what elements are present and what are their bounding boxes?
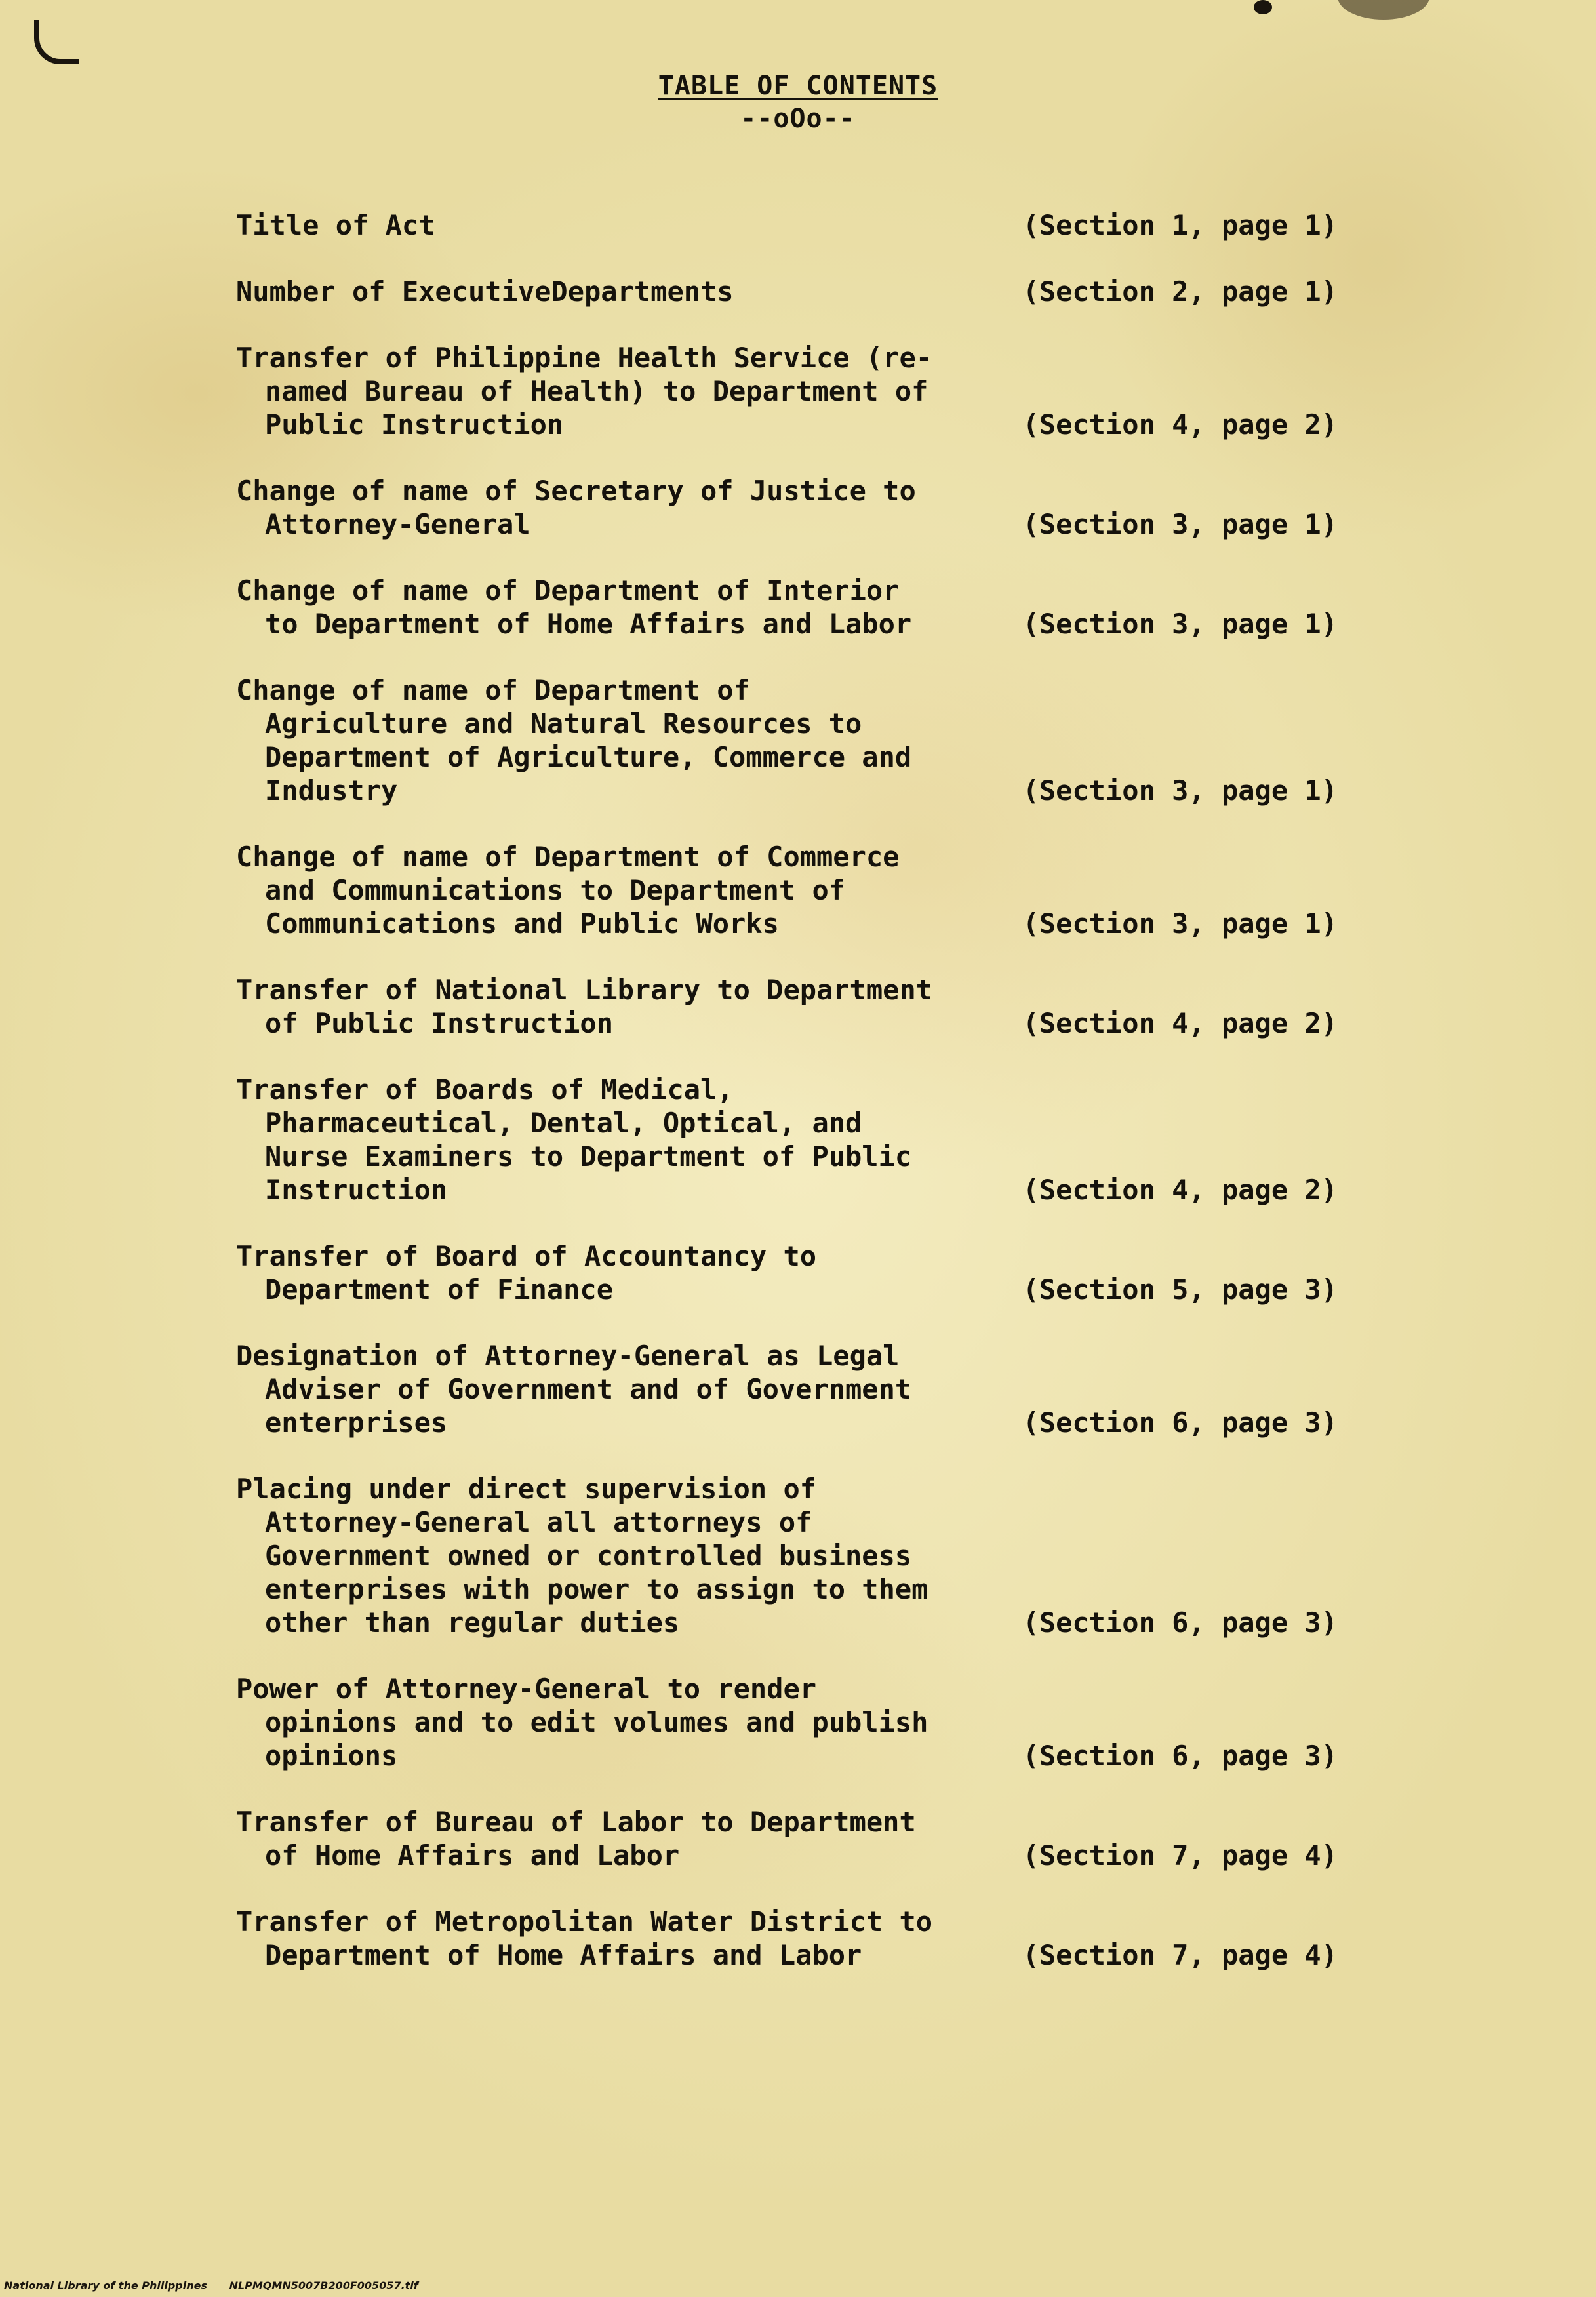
toc-entry (236, 1805, 1338, 1872)
toc-topic: Transfer of National Library to Department of Public Instruction (236, 974, 933, 1039)
toc-entry (236, 1672, 1338, 1772)
toc-topic: Transfer of Board of Accountancy to Department of Finance (236, 1240, 817, 1306)
ink-blot-top-left (34, 20, 79, 64)
toc-reference: (Section 4, page 2) (1022, 409, 1338, 441)
footer-filename: NLPMQMN5007B200F005057.tif (229, 2279, 418, 2292)
toc-reference: (Section 4, page 2) (1022, 1174, 1338, 1206)
toc-topic: Number of ExecutiveDepartments (236, 275, 734, 308)
toc-entry (236, 1073, 1338, 1207)
toc-entry (236, 209, 1338, 242)
toc-reference: (Section 6, page 3) (1022, 1607, 1338, 1639)
toc-topic: Change of name of Department of Commerce and Communications to Department of Communications and Public Works (236, 841, 900, 940)
toc-entry (236, 840, 1338, 940)
toc-reference: (Section 7, page 4) (1022, 1839, 1338, 1871)
toc-topic: Change of name of Department of Agriculture and Natural Resources to Department of Agriculture, Commerce and Industry (236, 674, 912, 807)
toc-reference: (Section 3, page 1) (1022, 908, 1338, 940)
page-heading (0, 71, 1596, 134)
toc-reference: (Section 7, page 4) (1022, 1939, 1338, 1971)
toc-reference: (Section 4, page 2) (1022, 1007, 1338, 1039)
scan-footer (4, 2279, 437, 2292)
toc-topic: Designation of Attorney-General as Legal Adviser of Government and of Government enterprises (236, 1340, 912, 1439)
toc-reference: (Section 1, page 1) (1022, 209, 1338, 241)
toc-entry (236, 1239, 1338, 1306)
toc-reference: (Section 3, page 1) (1022, 508, 1338, 540)
toc-topic: Power of Attorney-General to render opinions and to edit volumes and publish opinions (236, 1673, 928, 1772)
toc-entry (236, 1905, 1338, 1972)
footer-library: National Library of the Philippines (4, 2279, 207, 2292)
toc-topic: Title of Act (236, 209, 435, 241)
toc-entry (236, 1472, 1338, 1639)
toc-entry (236, 474, 1338, 541)
toc-topic: Transfer of Bureau of Labor to Department of Home Affairs and Labor (236, 1806, 916, 1871)
toc-topic: Transfer of Philippine Health Service (re-named Bureau of Health) to Department of Public Instruction (236, 342, 933, 441)
toc-reference: (Section 5, page 3) (1022, 1273, 1338, 1306)
toc-reference: (Section 6, page 3) (1022, 1740, 1338, 1772)
toc-entry (236, 574, 1338, 641)
toc-entry (236, 973, 1338, 1040)
ink-blot-top-right (1254, 0, 1272, 14)
toc-list (236, 209, 1338, 2005)
toc-topic: Change of name of Secretary of Justice to Attorney-General (236, 475, 916, 540)
toc-entry (236, 673, 1338, 807)
toc-entry (236, 1339, 1338, 1439)
toc-topic: Change of name of Department of Interior to Department of Home Affairs and Labor (236, 574, 912, 640)
toc-topic: Transfer of Boards of Medical, Pharmaceutical, Dental, Optical, and Nurse Examiners to Department of Public Instruction (236, 1073, 912, 1206)
toc-topic: Transfer of Metropolitan Water District to Department of Home Affairs and Labor (236, 1906, 933, 1971)
toc-entry (236, 275, 1338, 308)
toc-entry (236, 341, 1338, 441)
toc-reference: (Section 3, page 1) (1022, 608, 1338, 640)
toc-reference: (Section 6, page 3) (1022, 1407, 1338, 1439)
toc-title: TABLE OF CONTENTS (658, 71, 938, 101)
toc-topic: Placing under direct supervision of Attorney-General all attorneys of Government owned or controlled business enterprises with power to assign to them other than regular duties (236, 1473, 928, 1639)
toc-reference: (Section 2, page 1) (1022, 275, 1338, 308)
stain-top-right (1338, 0, 1429, 20)
toc-reference: (Section 3, page 1) (1022, 774, 1338, 807)
toc-ornament: --oOo-- (740, 104, 856, 134)
